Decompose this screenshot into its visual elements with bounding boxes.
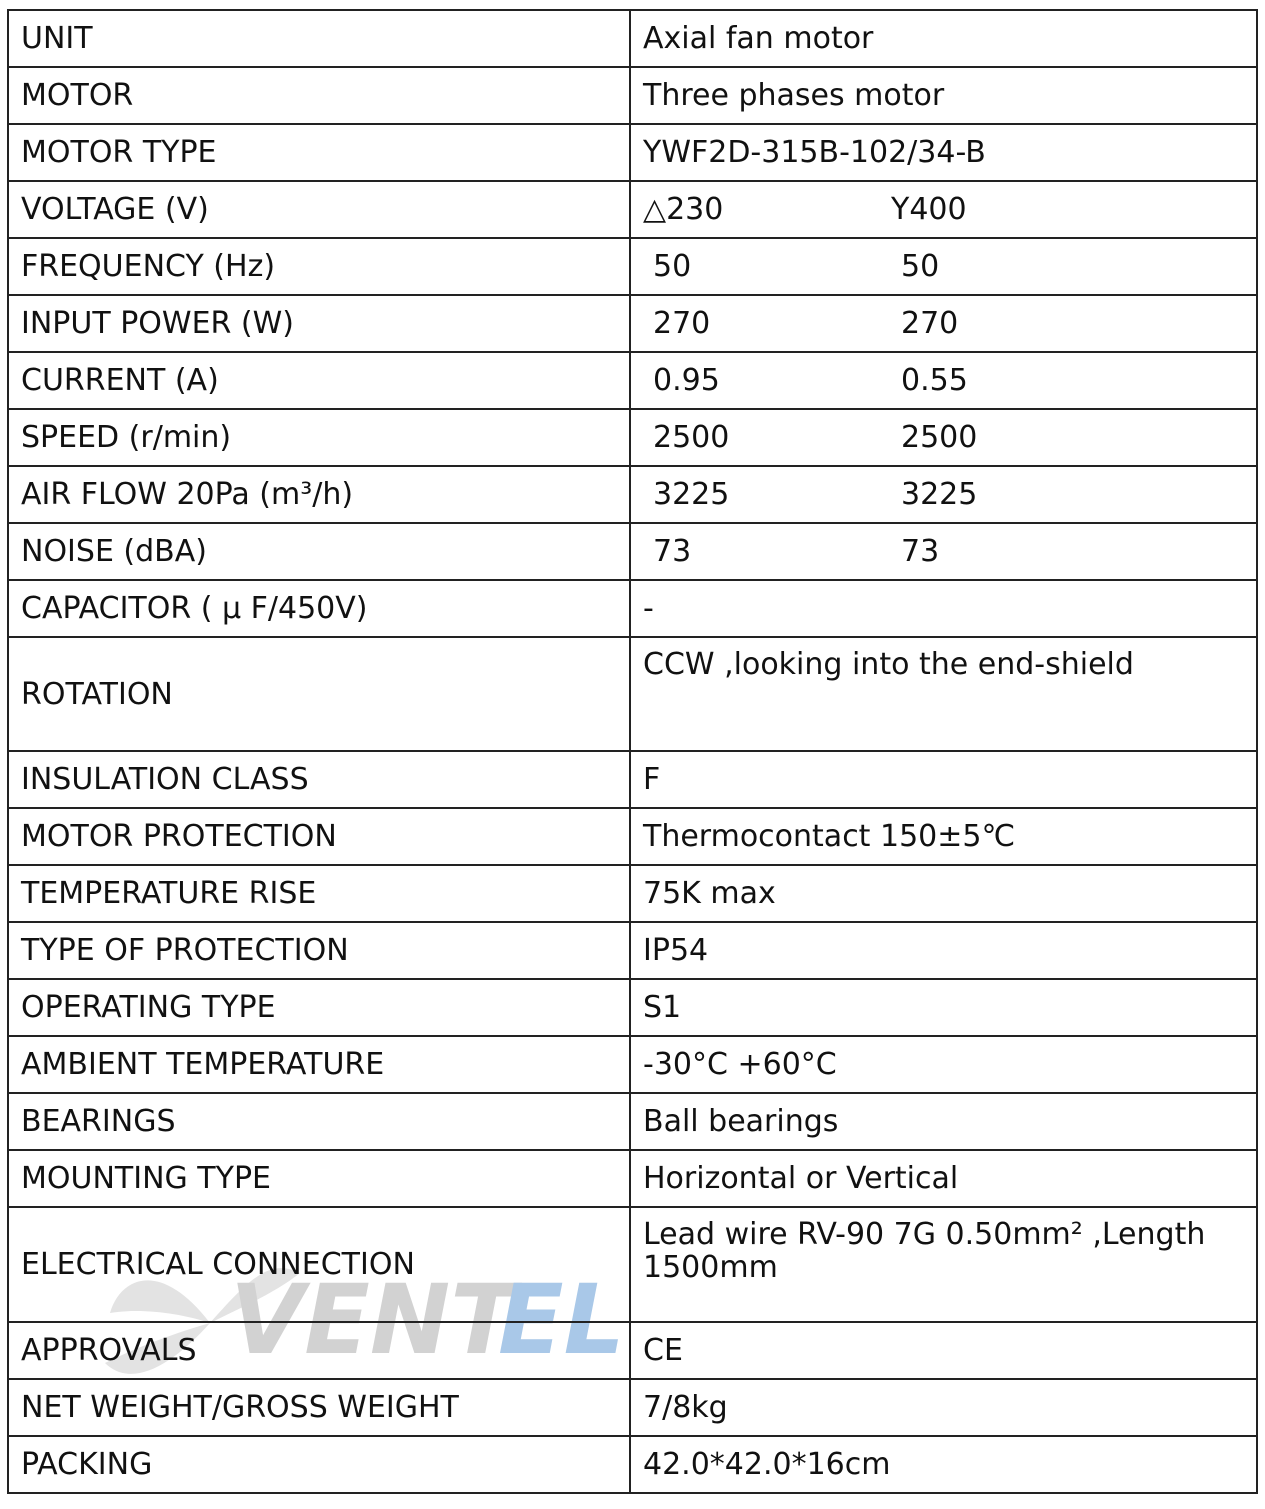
row-values <box>630 523 1257 580</box>
value-delta: 73 <box>653 534 692 569</box>
value-star: 50 <box>901 249 940 284</box>
row-label: TEMPERATURE RISE <box>8 865 630 922</box>
row-value: - <box>630 580 1257 637</box>
row-value: 7/8kg <box>630 1379 1257 1436</box>
watermark-text-vent: VENT <box>230 1264 516 1376</box>
table-row <box>8 1322 1257 1379</box>
row-value: Three phases motor <box>630 67 1257 124</box>
row-label: ELECTRICAL CONNECTION <box>8 1207 630 1322</box>
row-label: CURRENT (A) <box>8 352 630 409</box>
row-label: MOTOR <box>8 67 630 124</box>
table-row <box>8 1150 1257 1207</box>
table-row <box>8 1436 1257 1493</box>
value-delta: 270 <box>653 306 711 341</box>
row-label: ROTATION <box>8 637 630 751</box>
row-value: S1 <box>630 979 1257 1036</box>
row-value: 75K max <box>630 865 1257 922</box>
value-delta: 2500 <box>653 420 730 455</box>
row-value: Ball bearings <box>630 1093 1257 1150</box>
table-row <box>8 181 1257 238</box>
row-label: BEARINGS <box>8 1093 630 1150</box>
row-value: 42.0*42.0*16cm <box>630 1436 1257 1493</box>
row-label: MOTOR PROTECTION <box>8 808 630 865</box>
row-label: INSULATION CLASS <box>8 751 630 808</box>
row-label: CAPACITOR ( μ F/450V) <box>8 580 630 637</box>
row-label: AMBIENT TEMPERATURE <box>8 1036 630 1093</box>
row-values <box>630 295 1257 352</box>
row-value: F <box>630 751 1257 808</box>
value-delta: 50 <box>653 249 692 284</box>
table-row <box>8 1036 1257 1093</box>
row-value: -30°C +60°C <box>630 1036 1257 1093</box>
row-values <box>630 181 1257 238</box>
value-star: 2500 <box>901 420 978 455</box>
row-value: Lead wire RV-90 7G 0.50mm² ,Length 1500mm <box>630 1207 1257 1322</box>
row-value: CE <box>630 1322 1257 1379</box>
table-row <box>8 637 1257 751</box>
value-delta: △230 <box>643 192 724 227</box>
table-row <box>8 979 1257 1036</box>
table-row <box>8 10 1257 67</box>
row-label: FREQUENCY (Hz) <box>8 238 630 295</box>
value-star: 3225 <box>901 477 978 512</box>
row-value: IP54 <box>630 922 1257 979</box>
row-label: MOTOR TYPE <box>8 124 630 181</box>
table-row <box>8 466 1257 523</box>
table-row <box>8 238 1257 295</box>
watermark-text-el: EL <box>498 1264 625 1376</box>
row-values <box>630 352 1257 409</box>
table-row <box>8 865 1257 922</box>
table-row <box>8 409 1257 466</box>
row-label: NOISE (dBA) <box>8 523 630 580</box>
row-label: MOUNTING TYPE <box>8 1150 630 1207</box>
row-label: PACKING <box>8 1436 630 1493</box>
table-row <box>8 808 1257 865</box>
row-values <box>630 238 1257 295</box>
value-star: 73 <box>901 534 940 569</box>
row-values <box>630 409 1257 466</box>
row-label: SPEED (r/min) <box>8 409 630 466</box>
table-row <box>8 1093 1257 1150</box>
row-label: AIR FLOW 20Pa (m³/h) <box>8 466 630 523</box>
value-delta: 3225 <box>653 477 730 512</box>
table-row <box>8 523 1257 580</box>
motor-spec-table <box>7 9 1258 1494</box>
value-star: 0.55 <box>901 363 968 398</box>
table-row <box>8 1207 1257 1322</box>
row-value: Axial fan motor <box>630 10 1257 67</box>
row-label: TYPE OF PROTECTION <box>8 922 630 979</box>
table-row <box>8 295 1257 352</box>
row-label: INPUT POWER (W) <box>8 295 630 352</box>
row-value: YWF2D-315B-102/34-B <box>630 124 1257 181</box>
row-label: APPROVALS <box>8 1322 630 1379</box>
value-star: 270 <box>901 306 959 341</box>
table-row <box>8 580 1257 637</box>
row-values <box>630 466 1257 523</box>
table-row <box>8 124 1257 181</box>
row-label: VOLTAGE (V) <box>8 181 630 238</box>
table-row <box>8 67 1257 124</box>
table-row <box>8 922 1257 979</box>
table-row <box>8 751 1257 808</box>
row-value: CCW ,looking into the end-shield <box>630 637 1257 751</box>
row-value: Horizontal or Vertical <box>630 1150 1257 1207</box>
row-label: NET WEIGHT/GROSS WEIGHT <box>8 1379 630 1436</box>
value-star: Y400 <box>891 192 967 227</box>
table-row <box>8 1379 1257 1436</box>
table-row <box>8 352 1257 409</box>
row-label: OPERATING TYPE <box>8 979 630 1036</box>
row-label: UNIT <box>8 10 630 67</box>
value-delta: 0.95 <box>653 363 720 398</box>
row-value: Thermocontact 150±5℃ <box>630 808 1257 865</box>
